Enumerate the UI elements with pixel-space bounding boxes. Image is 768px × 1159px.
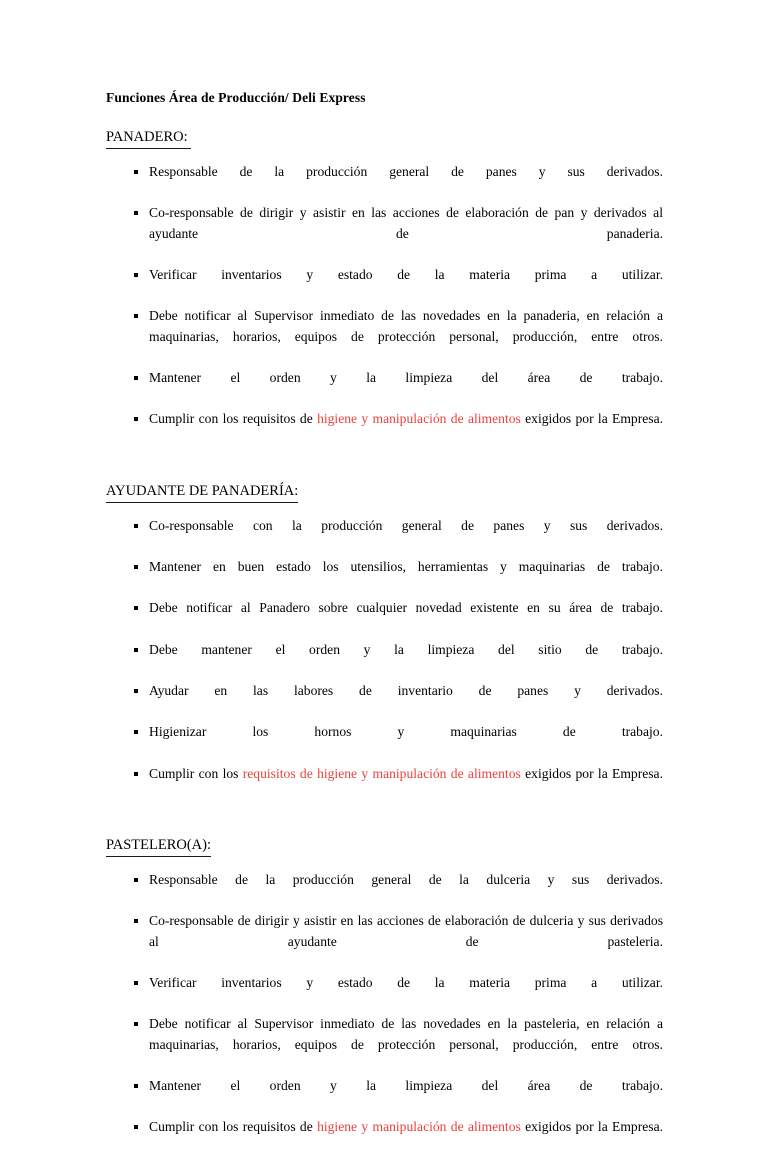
section-heading-0 [106, 127, 663, 149]
highlighted-text: requisitos de higiene y manipulación de alimentos [242, 765, 521, 781]
list-item-text [149, 722, 663, 763]
section-spacer [106, 451, 663, 481]
list-item [106, 1117, 663, 1158]
list-item [106, 681, 663, 722]
list-item-text [149, 681, 663, 722]
section-heading-label: AYUDANTE DE PANADERÍA: [106, 481, 298, 503]
list-item [106, 640, 663, 681]
plain-text: Mantener en buen estado los utensilios, herramientas y maquinarias de trabajo. [149, 559, 663, 574]
plain-text: Cumplir con los requisitos de [149, 1119, 318, 1135]
plain-text: Co-responsable de dirigir y asistir en las acciones de elaboración de pan y derivados al ayudante de panaderia. [149, 205, 663, 241]
list-item [106, 973, 663, 1014]
list-item-text [149, 265, 663, 306]
list-item [106, 557, 663, 598]
plain-text: Debe notificar al Supervisor inmediato de las novedades en la panaderia, en relación a maquinarias, horarios, equipos de protección personal, producción, entre otros. [149, 308, 663, 344]
plain-text: Mantener el orden y la limpieza del área de trabajo. [149, 370, 663, 386]
plain-text: Debe notificar al Supervisor inmediato de las novedades en la pasteleria, en relación a maquinarias, horarios, equipos de protección personal, producción, entre otros. [149, 1016, 663, 1052]
list-item [106, 870, 663, 911]
list-item-text [149, 203, 663, 264]
plain-text: Verificar inventarios y estado de la materia prima a utilizar. [149, 267, 663, 283]
list-item [106, 368, 663, 409]
plain-text: Ayudar en las labores de inventario de panes y derivados. [149, 682, 663, 698]
plain-text: Debe notificar al Panadero sobre cualquier novedad existente en su área de trabajo. [149, 600, 663, 616]
plain-text: Mantener el orden y la limpieza del área de trabajo. [149, 1077, 663, 1093]
list-item [106, 764, 663, 805]
section-spacer [106, 805, 663, 835]
list-item-text [149, 409, 663, 450]
responsibility-list [106, 516, 663, 805]
list-item [106, 598, 663, 639]
plain-text: Higienizar los hornos y maquinarias de trabajo. [149, 724, 663, 740]
page-title: Funciones Área de Producción/ Deli Express [106, 90, 366, 105]
plain-text: Co-responsable de dirigir y asistir en las acciones de elaboración de dulceria y sus derivados al ayudante de pasteleria. [149, 913, 663, 949]
plain-text: exigidos por la Empresa. [520, 765, 663, 781]
list-item-text [149, 557, 663, 598]
list-item [106, 1076, 663, 1117]
list-item-text [149, 764, 663, 805]
list-item-text [149, 973, 663, 1014]
section-heading-label: PANADERO: [106, 127, 191, 149]
document-section [106, 835, 663, 1158]
list-item-text [149, 598, 663, 639]
list-item [106, 265, 663, 306]
plain-text: Debe mantener el orden y la limpieza del sitio de trabajo. [149, 641, 663, 657]
sections-container [106, 127, 663, 1158]
section-heading-1 [106, 481, 663, 503]
plain-text: Verificar inventarios y estado de la materia prima a utilizar. [149, 974, 663, 990]
list-item-text [149, 1076, 663, 1117]
plain-text: Co-responsable con la producción general de panes y sus derivados. [149, 517, 663, 533]
section-heading-2 [106, 835, 663, 857]
list-item [106, 162, 663, 203]
section-heading-label: PASTELERO(A): [106, 835, 211, 857]
plain-text: Responsable de la producción general de panes y sus derivados. [149, 164, 663, 179]
list-item [106, 516, 663, 557]
list-item-text [149, 368, 663, 409]
document-section [106, 127, 663, 450]
list-item-text [149, 1117, 663, 1158]
highlighted-text: higiene y manipulación de alimentos [317, 411, 521, 427]
plain-text: Cumplir con los requisitos de [149, 411, 318, 427]
list-item-text [149, 640, 663, 681]
list-item [106, 722, 663, 763]
list-item-text [149, 162, 663, 203]
list-item-text [149, 870, 663, 911]
highlighted-text: higiene y manipulación de alimentos [317, 1119, 521, 1135]
document-section [106, 481, 663, 805]
document-body [106, 88, 663, 1159]
plain-text: exigidos por la Empresa. [520, 1119, 663, 1135]
list-item-text [149, 516, 663, 557]
responsibility-list [106, 870, 663, 1158]
list-item [106, 203, 663, 264]
list-item-text [149, 911, 663, 972]
list-item-text [149, 306, 663, 367]
plain-text: exigidos por la Empresa. [520, 411, 663, 427]
list-item [106, 911, 663, 972]
responsibility-list [106, 162, 663, 450]
plain-text: Cumplir con los [149, 765, 243, 781]
list-item [106, 1014, 663, 1075]
list-item [106, 409, 663, 450]
list-item [106, 306, 663, 367]
list-item-text [149, 1014, 663, 1075]
plain-text: Responsable de la producción general de la dulceria y sus derivados. [149, 871, 663, 887]
